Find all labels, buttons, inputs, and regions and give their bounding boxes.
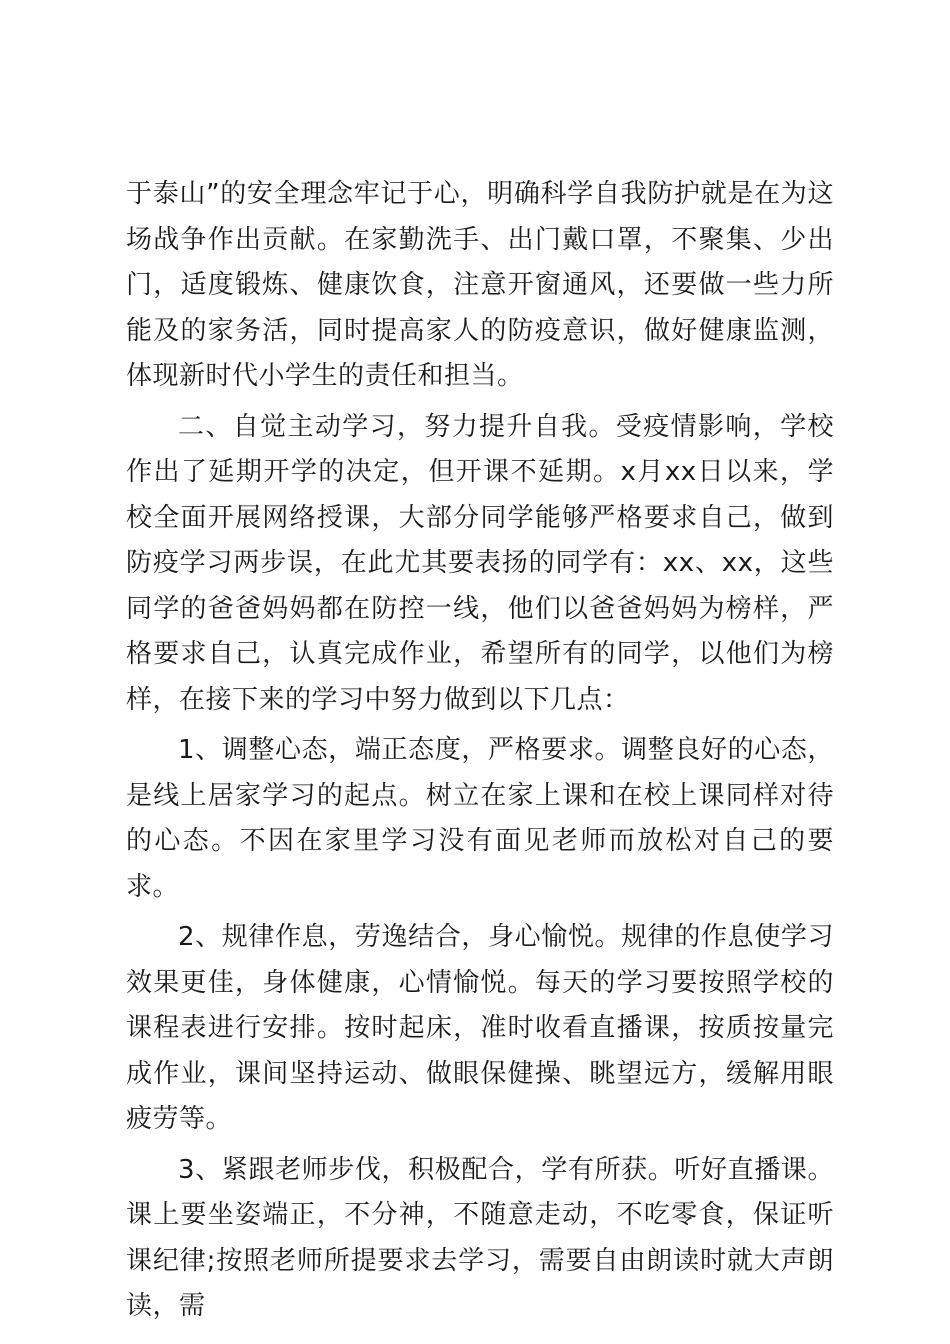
paragraph-self-study: 二、自觉主动学习，努力提升自我。受疫情影响，学校作出了延期开学的决定，但开课不延期。x月xx日以来，学校全面开展网络授课，大部分同学能够严格要求自己，做到防疫学习两步误，在此尤其要表扬的同学有：xx、xx，这些同学的爸爸妈妈都在防控一线，他们以爸爸妈妈为榜样，严格要求自己，认真完成作业，希望所有的同学，以他们为榜样，在接下来的学习中努力做到以下几点： (126, 411, 834, 715)
paragraph-safety-awareness: 于泰山”的安全理念牢记于心，明确科学自我防护就是在为这场战争作出贡献。在家勤洗手、出门戴口罩，不聚集、少出门，适度锻炼、健康饮食，注意开窗通风，还要做一些力所能及的家务活，同时提高家人的防疫意识，做好健康监测，体现新时代小学生的责任和担当。 (126, 179, 834, 391)
paragraph-point-1-mindset: 1、调整心态，端正态度，严格要求。调整良好的心态，是线上居家学习的起点。树立在家上课和在校上课同样对待的心态。不因在家里学习没有面见老师而放松对自己的要求。 (126, 735, 834, 902)
paragraph-point-3-follow-teacher: 3、紧跟老师步伐，积极配合，学有所获。听好直播课。课上要坐姿端正，不分神，不随意走动，不吃零食，保证听课纪律;按照老师所提要求去学习，需要自由朗读时就大声朗读，需 (126, 1154, 834, 1321)
document-body (126, 172, 834, 1335)
paragraph-point-2-routine: 2、规律作息，劳逸结合，身心愉悦。规律的作息使学习效果更佳，身体健康，心情愉悦。每天的学习要按照学校的课程表进行安排。按时起床，准时收看直播课，按质按量完成作业，课间坚持运动、做眼保健操、眺望远方，缓解用眼疲劳等。 (126, 922, 834, 1134)
